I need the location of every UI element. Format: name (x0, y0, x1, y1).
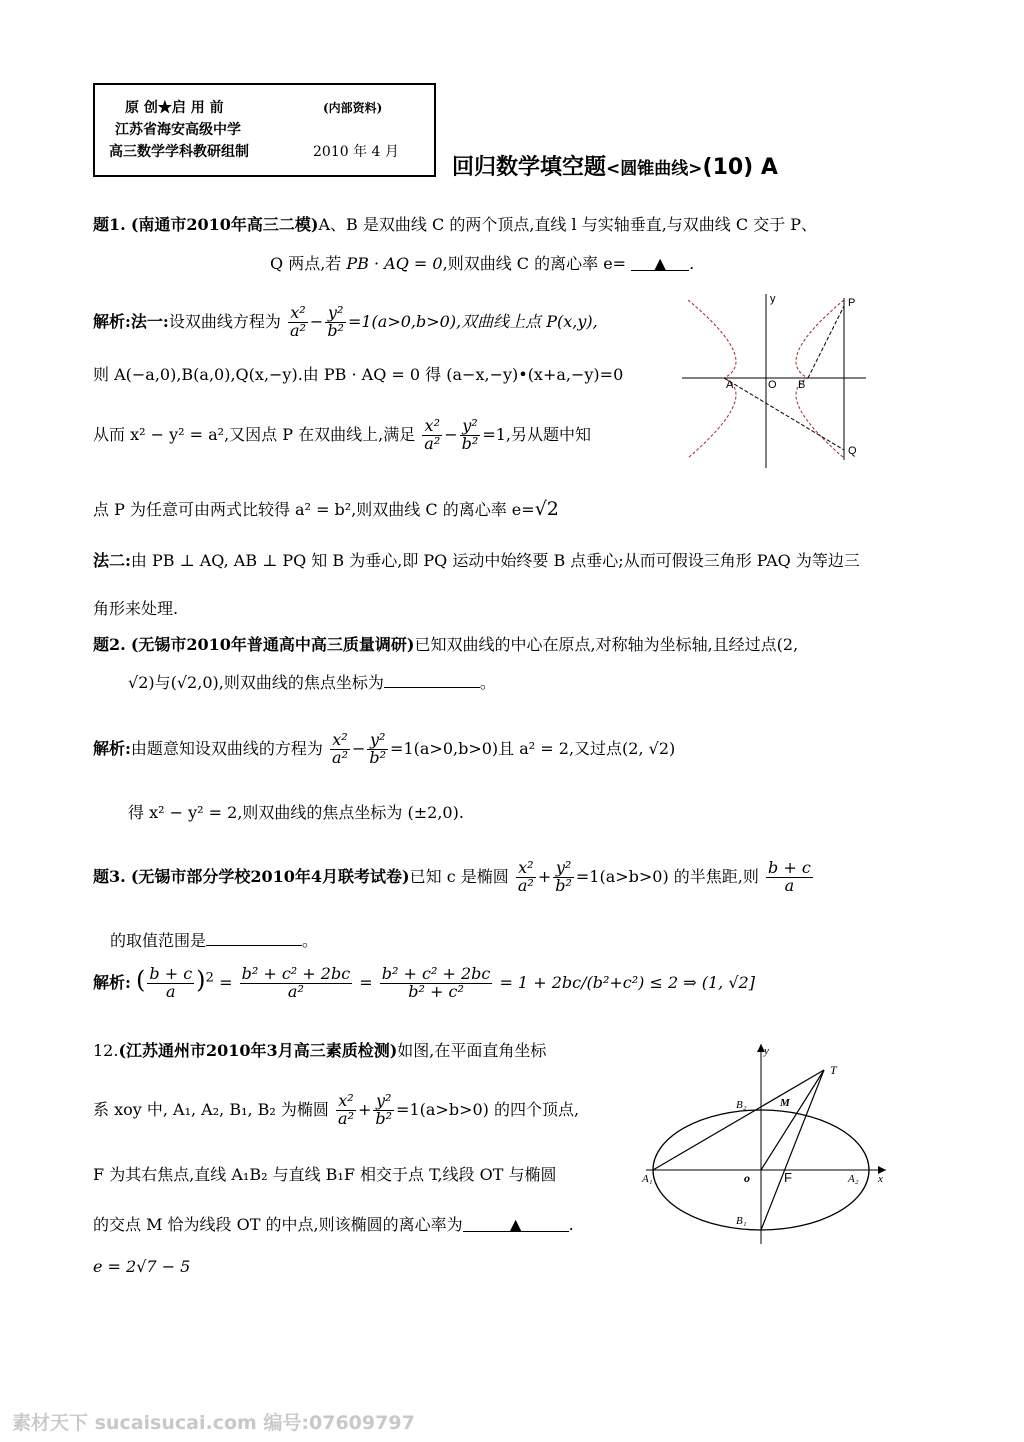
fraction: $\frac{\text{y²}}{\text{b²}}$ (461, 416, 479, 453)
header-line2: 江苏省海安高级中学 (115, 122, 241, 138)
q12-line1: 12.(江苏通州市2010年3月高三素质检测)如图,在平面直角坐标 (93, 1041, 547, 1060)
label-y: y (770, 293, 776, 305)
line-A1B2 (653, 1070, 824, 1170)
title-sub: <圆锥曲线> (606, 159, 703, 179)
fraction: $\frac{\text{b² + c² + 2bc}}{\text{a²}}$ (241, 964, 351, 1001)
q3-sol-line: 解析: ( $\frac{b + c}{a}$ )$^2$ = $\frac{\text{b² + c² + 2bc}}{\text{a²}}$ = $\frac{\text{b² + c² + 2bc}}{\text{b² + c²}}$ = 1 + 2bc/(b²+c²) ≤ 2 ⇒ (1, √2] (93, 964, 755, 1001)
label-A1: A₁ (642, 1173, 653, 1185)
fraction: $\frac{\text{x²}}{\text{a²}}$ (289, 303, 306, 340)
q1-vector-expr: PB · AQ = 0 (346, 254, 443, 273)
q12-source: (江苏通州市2010年3月高三素质检测) (118, 1041, 398, 1060)
q1-text2a: Q 两点,若 (270, 254, 347, 273)
q1-method2: 法二: (93, 551, 131, 570)
q3-line2: 的取值范围是 。 (110, 931, 319, 950)
label-A2: A₂ (848, 1173, 859, 1185)
q1-sol-line3: 从而 x² − y² = a²,又因点 P 在双曲线上,满足 $\frac{\text{x²}}{\text{a²}}$ − $\frac{\text{y²}}{\text{b²}}$ =1,另从题中知 (93, 416, 591, 453)
line-AQ (724, 378, 844, 450)
q2-source: (无锡市2010年普通高中高三质量调研) (130, 635, 415, 654)
q2-label: 题2. (93, 635, 126, 654)
q3-line1: 题3. (无锡市部分学校2010年4月联考试卷)已知 c 是椭圆 $\frac{\text{x²}}{\text{a²}}$ + $\frac{\text{y²}}{\text{b²}}$ =1(a>b>0) 的半焦距,则 $\frac{b + c}{a}$ (93, 858, 811, 895)
q1-sol-line4: 点 P 为任意可由两式比较得 a² = b²,则双曲线 C 的离心率 e=√2 (93, 498, 559, 520)
fraction: $\frac{\text{y²}}{\text{b²}}$ (369, 730, 387, 767)
label-Q: Q (848, 445, 857, 457)
fraction: $\frac{\text{x²}}{\text{a²}}$ (517, 858, 534, 895)
page-title (452, 150, 778, 181)
q12-answer: e = 2√7 − 5 (93, 1257, 191, 1276)
hyperbola-figure (680, 290, 870, 470)
q1-sol-line5: 法二:由 PB ⊥ AQ, AB ⊥ PQ 知 B 为垂心,即 PQ 运动中始终要 B 点垂心;从而可假设三角形 PAQ 为等边三 (93, 551, 860, 570)
q1-sol-line1: 解析:法一:设双曲线方程为 $\frac{\text{x²}}{\text{a²}}$ − $\frac{\text{y²}}{\text{b²}}$ =1(a>0,b>0),双曲线上点 P(x,y), (93, 303, 598, 340)
q12-blank: ▲ (463, 1215, 569, 1232)
label-B2: B₂ (736, 1099, 747, 1111)
q2-sol-line1: 解析:由题意知设双曲线的方程为 $\frac{\text{x²}}{\text{a²}}$ − $\frac{\text{y²}}{\text{b²}}$ =1(a>0,b>0)且 a² = 2,又过点(2, √2) (93, 730, 676, 767)
fraction: $\frac{\text{x²}}{\text{a²}}$ (424, 416, 441, 453)
q2-sol-line2: 得 x² − y² = 2,则双曲线的焦点坐标为 (±2,0). (128, 803, 464, 822)
label-O: O (768, 379, 777, 391)
q1-sol-line2: 则 A(−a,0),B(a,0),Q(x,−y).由 PB · AQ = 0 得 (a−x,−y)•(x+a,−y)=0 (93, 365, 624, 384)
q2-line1: 题2. (无锡市2010年普通高中高三质量调研)已知双曲线的中心在原点,对称轴为坐标轴,且经过点(2, (93, 635, 799, 654)
q12-line4: 的交点 M 恰为线段 OT 的中点,则该椭圆的离心率为 ▲ . (93, 1215, 574, 1234)
fraction: $\frac{\text{y²}}{\text{b²}}$ (375, 1091, 393, 1128)
line-B1T (761, 1070, 824, 1230)
label-M: M (780, 1097, 790, 1109)
watermark-text: 素材天下 sucaisucai.com 编号:07609797 (12, 1412, 415, 1434)
label-A: A (726, 379, 734, 391)
fraction: $\frac{\text{b² + c² + 2bc}}{\text{b² + c²}}$ (381, 964, 491, 1001)
fraction: $\frac{\text{y²}}{\text{b²}}$ (555, 858, 572, 895)
header-line3-left: 高三数学学科教研组制 (109, 144, 249, 160)
label-B: B (798, 379, 806, 391)
label-x: x (878, 1173, 883, 1185)
label-T: T (830, 1063, 837, 1077)
q2-sol-label: 解析: (93, 738, 131, 758)
label-F: F (784, 1170, 792, 1185)
title-main: 回归数学填空题 (452, 155, 607, 180)
q12-label: 12. (93, 1041, 119, 1060)
fraction: $\frac{\text{y²}}{\text{b²}}$ (327, 303, 344, 340)
label-o: o (744, 1171, 750, 1185)
fraction: $\frac{b + c}{a}$ (149, 964, 193, 1001)
q3-label: 题3. (93, 866, 126, 886)
line-OT (761, 1070, 824, 1170)
q3-source: (无锡市部分学校2010年4月联考试卷) (130, 866, 410, 886)
q2-blank (384, 671, 480, 688)
q1-source: (南通市2010年高三二模) (130, 215, 319, 234)
q1-sol-label: 解析: (93, 311, 131, 331)
fraction: $\frac{\text{x²}}{\text{a²}}$ (338, 1091, 354, 1128)
q2-line2: √2)与(√2,0),则双曲线的焦点坐标为 。 (128, 673, 496, 692)
fraction: $\frac{b + c}{a}$ (768, 858, 811, 895)
watermark-strip (0, 1402, 1024, 1442)
label-B1: B₁ (736, 1215, 747, 1227)
q12-line2: 系 xoy 中, A₁, A₂, B₁, B₂ 为椭圆 $\frac{\text{x²}}{\text{a²}}$ + $\frac{\text{y²}}{\text{b²}}$ =1(a>b>0) 的四个顶点, (93, 1091, 580, 1128)
label-P: P (848, 297, 856, 309)
q12-line3: F 为其右焦点,直线 A₁B₂ 与直线 B₁F 相交于点 T,线段 OT 与椭圆 (93, 1165, 557, 1184)
q1-line2: Q 两点,若 PB · AQ = 0,则双曲线 C 的离心率 e= ▲ . (270, 254, 695, 273)
label-y: y (764, 1045, 769, 1057)
q1-method1: 法一: (130, 311, 169, 331)
q1-label: 题1. (93, 215, 126, 234)
q1-text1: A、B 是双曲线 C 的两个顶点,直线 l 与实轴垂直,与双曲线 C 交于 P、 (318, 215, 818, 234)
q1-line1 (93, 212, 817, 235)
line-PB (808, 306, 844, 378)
ellipse-figure (640, 1040, 896, 1246)
title-tail: (10) A (702, 155, 778, 180)
q1-sol-line6: 角形来处理. (93, 599, 179, 618)
header-line1-left: 原 创★启 用 前 (125, 100, 224, 116)
header-line3-right: 2010 年 4 月 (313, 144, 399, 160)
header-line1-right: (内部资料) (323, 101, 383, 115)
q3-sol-expr: = 1 + 2bc/(b²+c²) ≤ 2 ⇒ (1, √2] (499, 973, 755, 992)
header-box (93, 83, 436, 177)
fraction: $\frac{\text{x²}}{\text{a²}}$ (332, 730, 348, 767)
q3-sol-label: 解析: (93, 973, 131, 992)
q1-blank: ▲ (631, 254, 689, 271)
q3-blank (206, 929, 302, 946)
q1-text2c: ,则双曲线 C 的离心率 e= (442, 254, 627, 273)
